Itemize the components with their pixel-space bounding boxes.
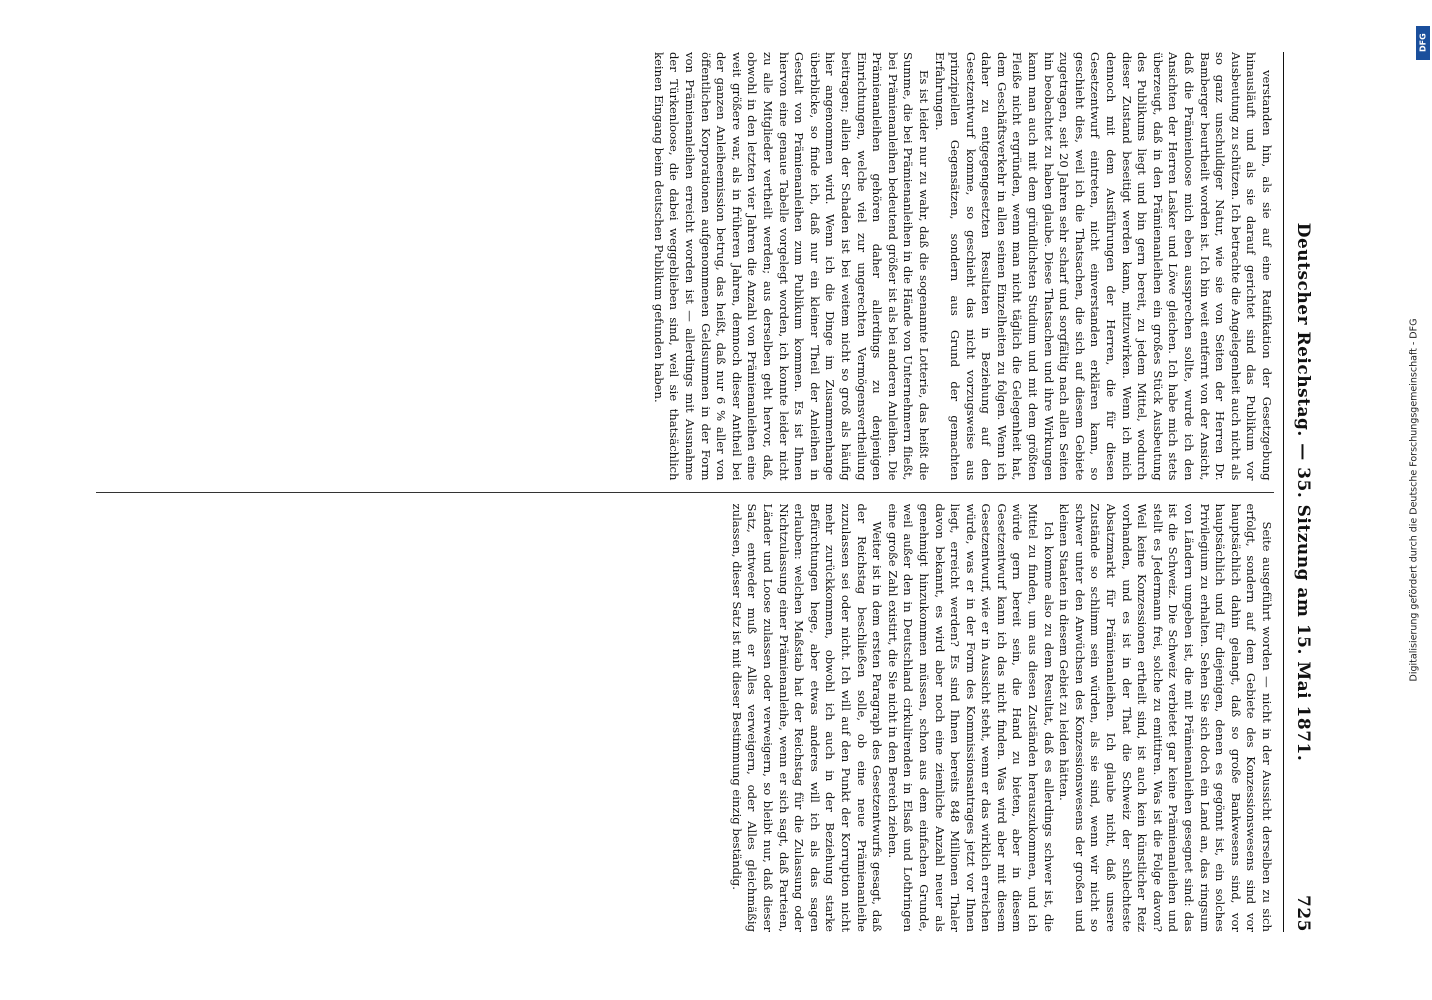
- paragraph: Seite ausgeführt worden — nicht in der Aussicht derselben zu sich erfolgt, sondern auf dem Gebiete des Konzessionswesens sind vor hauptsächlich dahin gelangt, daß so große Bankwesens sind, vor hauptsächlich und für diejenigen, denen es gegönnt ist, ein solches Privilegium zu erhalten. Sehen Sie sich doch ein Land an, das ringsum von Ländern umgeben ist, die mit Prämienanleihen gesegnet sind: das ist die Schweiz. Die Schweiz verbietet gar keine Prämienanleihen und stellt es Jedermann frei, solche zu emittiren. Was ist die Folge davon? Weil keine Konzessionen ertheilt sind, ist auch kein künstlicher Reiz vorhanden, und es ist in der That die Schweiz der schlechteste Absatzmarkt für Prämienanleihen. Ich glaube nicht, daß unsere Zustände so schlimm sein würden, als sie sind, wenn wir nicht so schwer unter den Anwüchsen des Konzessionswesens der großen und kleinen Staaten in diesem Gebiet zu leiden hätten.: [1057, 503, 1274, 932]
- column-divider: [96, 492, 1274, 493]
- paragraph: Weiter ist in dem ersten Paragraph des Gesetzentwurfs gesagt, daß der Reichstag beschließen solle, ob eine neue Prämienanleihe zuzulassen sei oder nicht. Ich will auf den Punkt der Korruption nicht mehr zurückkommen, obwohl ich auch in der Beziehung starke Befürchtungen hege, aber etwas anderes will ich als das sagen erlauben: welchen Maßstab hat der Reichstag für die Zulassung oder Nichtzulassung einer Prämienanleihe, wenn er sich sagt, daß Parteien, Länder und Loose zulassen oder verweigern, so bleibt nur, daß dieser Satz, entweder muß er Alles verweigern, oder Alles gleichmäßig zulassen, dieser Satz ist mit dieser Bestimmung einzig beständig.: [729, 503, 885, 932]
- text-column-right: [96, 504, 1274, 933]
- page-header: [1288, 52, 1318, 932]
- digitization-credit-text: Digitalisierung gefördert durch die Deutsche Forschungsgemeinschaft - DFG: [1408, 318, 1420, 682]
- page-number: 725: [1293, 895, 1313, 932]
- dfg-logo-icon: [1416, 26, 1430, 60]
- dfg-badge-text: DFG: [1418, 33, 1428, 53]
- document-page: [56, 12, 1376, 972]
- page-header-title: Deutscher Reichstag. — 35. Sitzung am 15. Mai 1871.: [1293, 222, 1313, 762]
- paragraph: verstanden hin, als sie auf eine Ratifikation der Gesetzgebung hinausläuft und als sie darauf gerichtet sind das Publikum vor Ausbeutung zu schützen. Ich betrachte die Angelegenheit auch nicht als so ganz unschuldiger Natur, wie sie von Seiten der Herren Dr. Bamberger beurtheilt worden ist. Ich bin weit entfernt von der Ansicht, daß die Prämienloose mich eben aussprechen sollte, wurde ich den Ansichten der Herren Lasker und Löwe gleichen. Ich habe mich stets überzeugt, daß in den Prämienanleihen ein großes Stück Ausbeutung des Publikums liegt und bin gern bereit, zu jedem Mittel, wodurch dieser Zustand beseitigt werden kann, mitzuwirken. Wenn ich mich dennoch mit dem Ausführungen der Herren, die für diesen Gesetzentwurf eintreten, nicht einverstanden erklären kann, so geschieht dies, weil ich die Thatsachen, die sich auf diesem Gebiete zugetragen, seit 20 Jahren sehr scharf und sorgfältig nach allen Seiten hin beobachtet zu haben glaube. Diese Thatsachen und ihre Wirkungen kann man auch mit dem gründlichsten Studium und mit dem größten Fleiße nicht ergründen, wenn man nicht täglich die Gelegenheit hat, dem Geschäftsverkehr in allen seinen Einzelheiten zu folgen. Wenn ich daher zu entgegengesetzten Resultaten in Beziehung auf den Gesetzentwurf komme, so geschieht das nicht vorzugsweise aus prinzipiellen Gegensätzen, sondern aus Grund der gemachten Erfahrungen.: [932, 52, 1274, 481]
- paragraph: Es ist leider nur zu wahr, daß die sogenannte Lotterie, das heißt die Summe, die bei Prämienanleihen in die Hände von Unternehmern fließt, bei Prämienanleihen bedeutend größer ist als bei anderen Anleihen. Die Prämienanleihen gehören daher allerdings zu denjenigen Einrichtungen, welche viel zur ungerechten Vermögensvertheilung beitragen; allein der Schaden ist bei weitem nicht so groß als häufig hier angenommen wird. Wenn ich die Dinge im Zusammenhange überblicke, so finde ich, daß nur ein kleiner Theil der Anleihen in Gestalt von Prämienanleihen zum Publikum kommen. Es ist Ihnen hiervon eine genaue Tabelle vorgelegt worden, ich konnte leider nicht zu alle Mitglieder vertheilt werden; aus derselben geht hervor, daß, obwohl in den letzten vier Jahren die Anzahl von Prämienanleihen eine weit größere war, als in früheren Jahren, demnoch dieser Antheil bei der ganzen Anleiheemission betrug, das heißt, daß nur 6 % aller von öffentlichen Korporationen aufgenommenen Geldsummen in der Form von Prämienanleihen erreicht worden ist — allerdings mit Ausnahme der Türkenloose, die dabei weggeblieben sind, weil sie thatsächlich keinen Eingang beim deutschen Publikum gefunden haben.: [651, 52, 931, 481]
- paragraph: Ich komme also zu dem Resultat, daß es allerdings schwer ist, die Mittel zu finden, um aus diesen Zuständen herauszukommen, und ich würde gern bereit sein, die Hand zu bieten, aber in diesem Gesetzentwurf kann ich das nicht finden. Was wird aber mit diesem Gesetzentwurf, wie er in Aussicht steht, wenn er das wirklich erreichen würde, was er in der Form des Kommissionsantrages jetzt vor Ihnen liegt, erreicht werden? Es sind Ihnen bereits 848 Millionen Thaler davon bekannt, es wird aber noch eine ziemliche Anzahl neuer als genehmigt hinzukommen müssen, schon aus dem einfachen Grunde, weil außer den in Deutschland cirkulirenden in Elsaß und Lothringen eine große Zahl existirt, die Sie nicht in den Bereich ziehen.: [885, 503, 1056, 932]
- header-rule: [1283, 52, 1284, 932]
- text-columns: [96, 52, 1274, 932]
- digitization-credit: [1408, 318, 1420, 682]
- text-column-left: [96, 52, 1274, 481]
